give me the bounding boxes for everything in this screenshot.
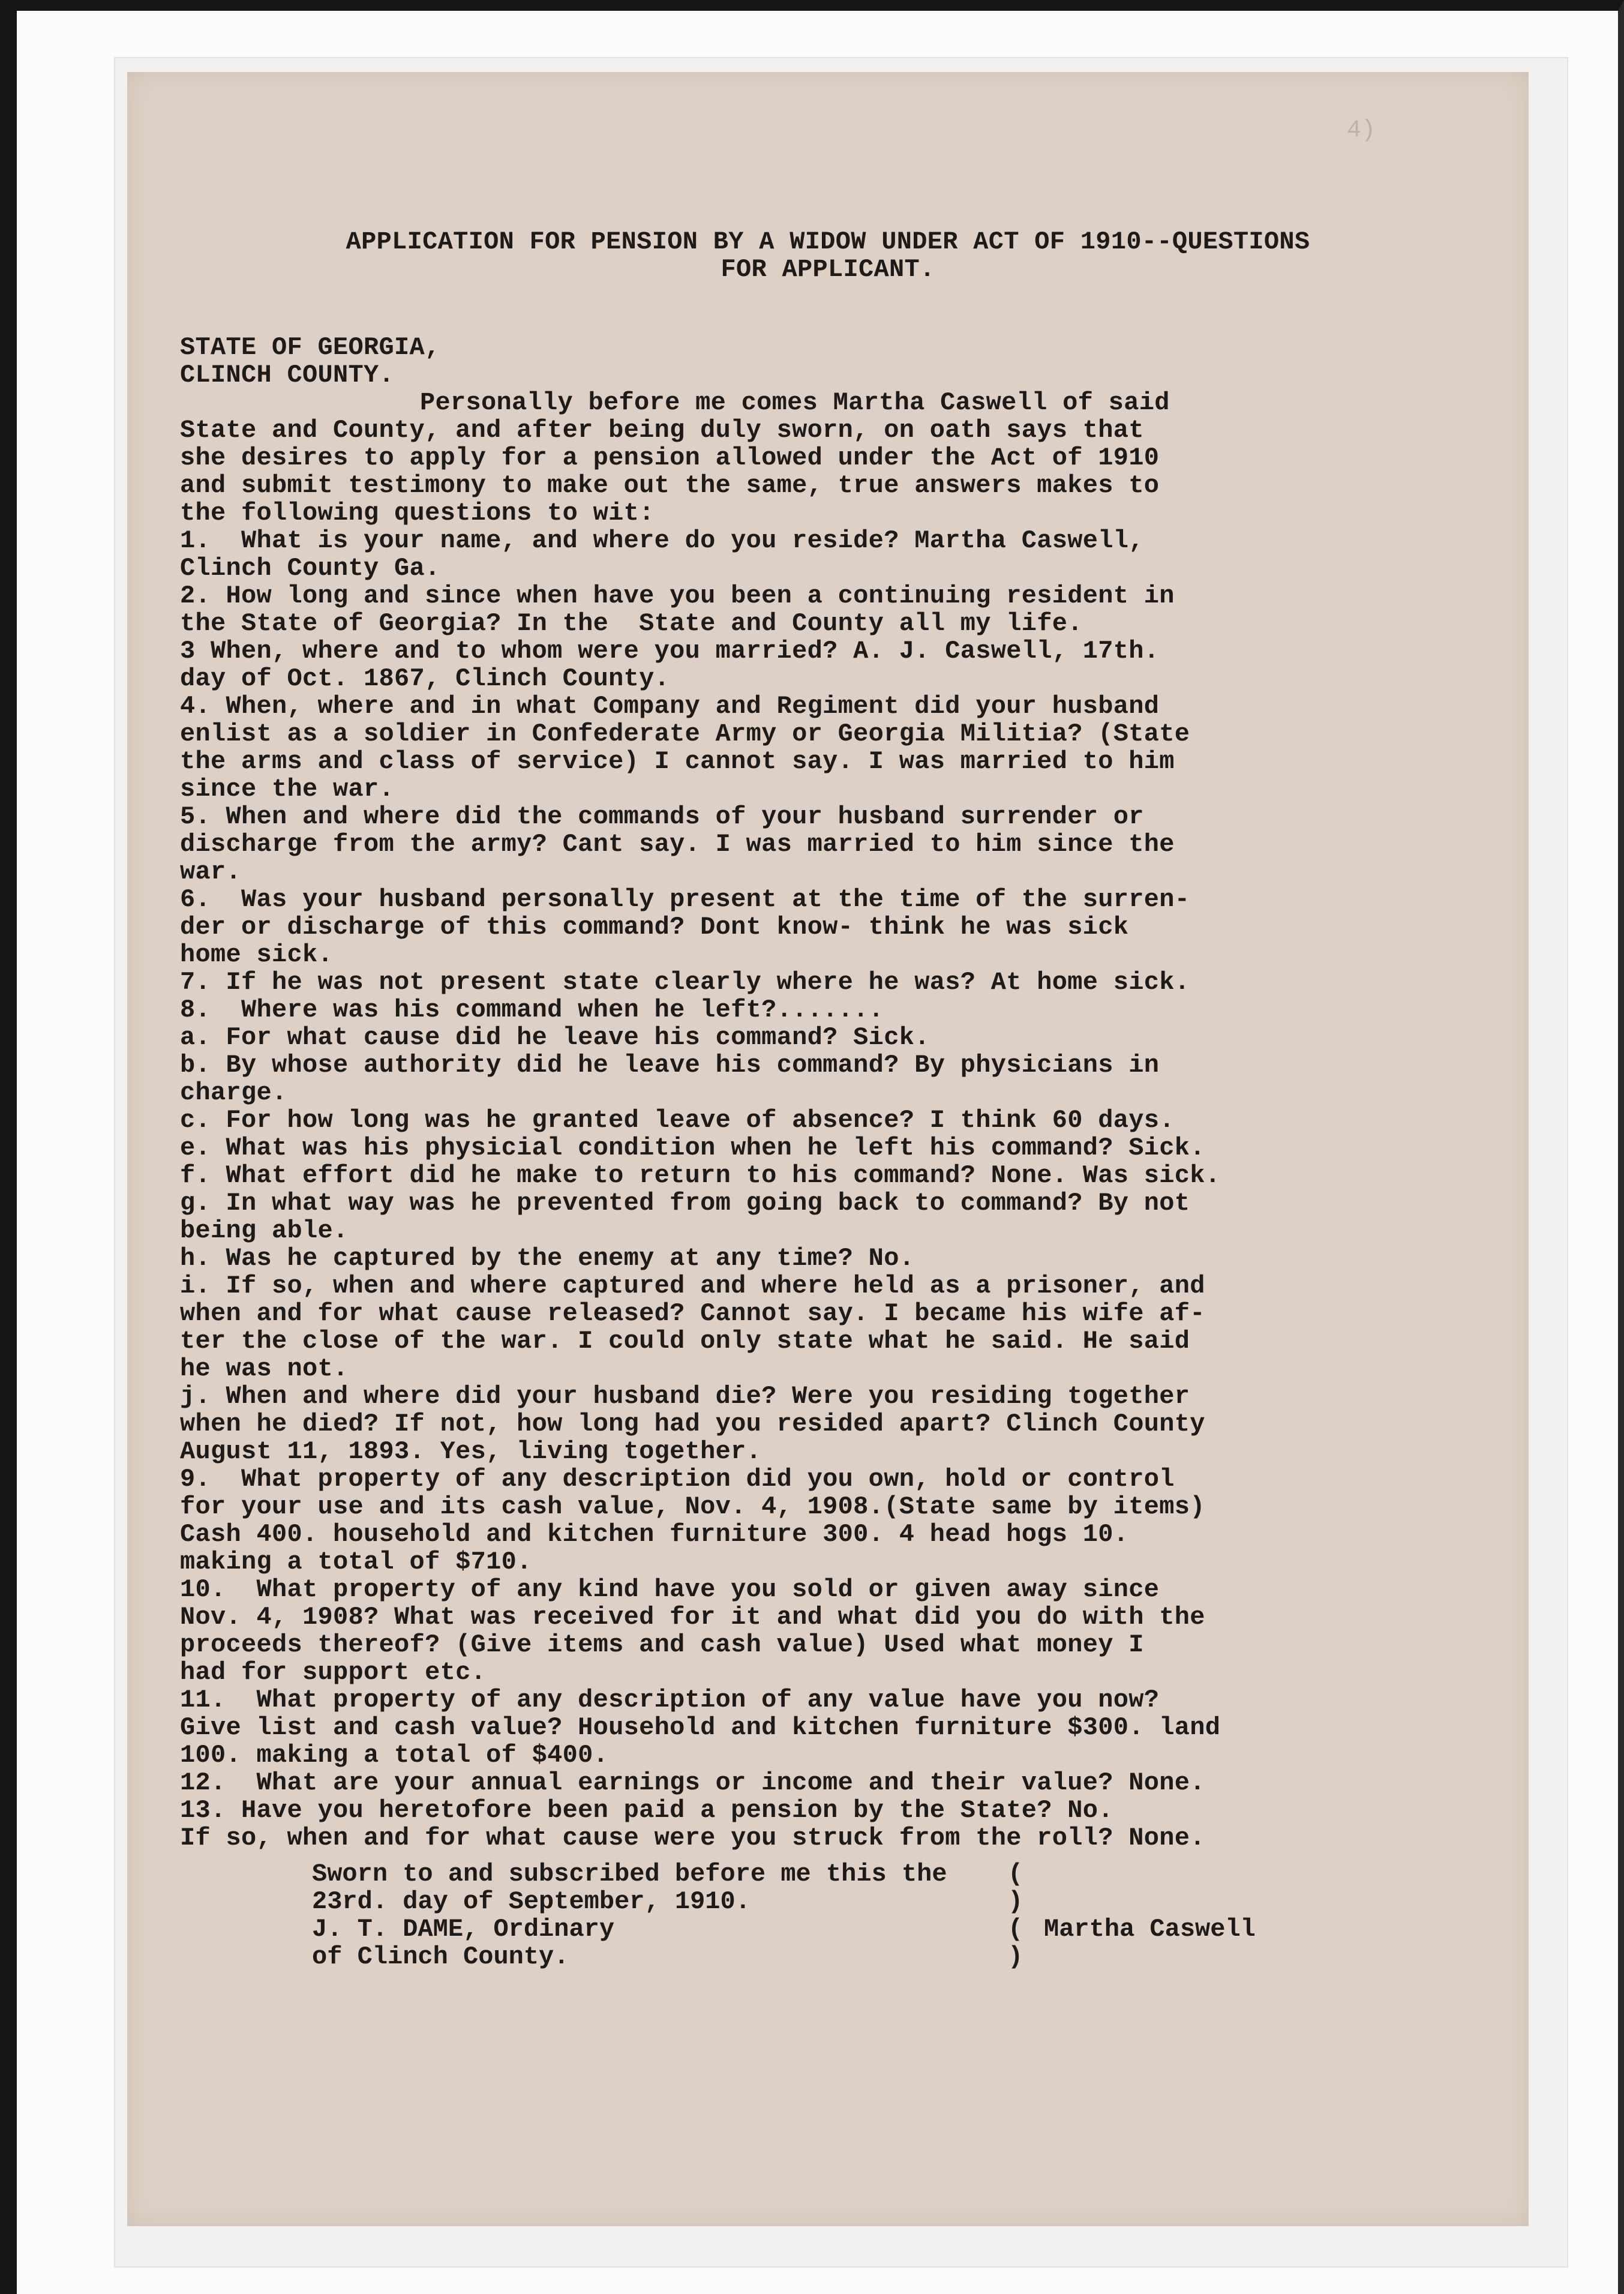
jurat-row bbox=[312, 1943, 1452, 1971]
body-line: 13. Have you heretofore been paid a pension by the State? No. bbox=[180, 1796, 1113, 1825]
body-line: f. What effort did he make to return to his command? None. Was sick. bbox=[180, 1161, 1221, 1190]
body-line: b. By whose authority did he leave his command? By physicians in bbox=[180, 1051, 1160, 1079]
body-line: August 11, 1893. Yes, living together. bbox=[180, 1437, 762, 1466]
body-line: home sick. bbox=[180, 940, 334, 969]
jurat-line: J. T. DAME, Ordinary bbox=[312, 1915, 615, 1944]
body-line: Personally before me comes Martha Caswell of said bbox=[420, 388, 1170, 417]
body-line: 11. What property of any description of any value have you now? bbox=[180, 1686, 1160, 1714]
body-line: Clinch County Ga. bbox=[180, 554, 440, 583]
body-line: 4. When, where and in what Company and Regiment did your husband bbox=[180, 692, 1160, 721]
body-line: making a total of $710. bbox=[180, 1548, 532, 1576]
jurat-line: 23rd. day of September, 1910. bbox=[312, 1887, 751, 1916]
body-line: 5. When and where did the commands of your husband surrender or bbox=[180, 802, 1144, 831]
body-line: 8. Where was his command when he left?....... bbox=[180, 995, 884, 1024]
jurat-right bbox=[1044, 1943, 1452, 1971]
body-line: 12. What are your annual earnings or income and their value? None. bbox=[180, 1768, 1205, 1797]
body-line: 2. How long and since when have you been a continuing resident in bbox=[180, 581, 1175, 610]
document-heading: APPLICATION FOR PENSION BY A WIDOW UNDER ACT OF 1910--QUESTIONS FOR APPLICANT. bbox=[346, 227, 1310, 284]
body-line: 1. What is your name, and where do you reside? Martha Caswell, bbox=[180, 526, 1144, 555]
applicant-signature: Martha Caswell bbox=[1044, 1915, 1256, 1944]
body-line: war. bbox=[180, 857, 242, 886]
body-line: for your use and its cash value, Nov. 4, 1908.(State same by items) bbox=[180, 1492, 1205, 1521]
jurat-brace: ) bbox=[1008, 1887, 1023, 1916]
body-line: the arms and class of service) I cannot say. I was married to him bbox=[180, 747, 1175, 776]
jurat-right bbox=[1044, 1888, 1452, 1915]
jurat-row bbox=[312, 1915, 1452, 1943]
body-line: when and for what cause released? Cannot say. I became his wife af- bbox=[180, 1299, 1205, 1328]
jurat-block bbox=[312, 1860, 1452, 1971]
jurat-row bbox=[312, 1860, 1452, 1888]
body-line: h. Was he captured by the enemy at any time? No. bbox=[180, 1244, 915, 1273]
body-line: 10. What property of any kind have you sold or given away since bbox=[180, 1575, 1160, 1604]
body-line: the State of Georgia? In the State and County all my life. bbox=[180, 609, 1083, 638]
jurat-brace: ( bbox=[1008, 1860, 1023, 1888]
body-line: discharge from the army? Cant say. I was married to him since the bbox=[180, 830, 1175, 859]
body-line: a. For what cause did he leave his command? Sick. bbox=[180, 1023, 930, 1052]
page-mark: 4) bbox=[1347, 117, 1376, 144]
body-line: had for support etc. bbox=[180, 1658, 487, 1687]
jurat-line: of Clinch County. bbox=[312, 1942, 569, 1971]
body-line: g. In what way was he prevented from going back to command? By not bbox=[180, 1189, 1190, 1218]
body-line: Nov. 4, 1908? What was received for it and what did you do with the bbox=[180, 1603, 1205, 1632]
body-line: If so, when and for what cause were you struck from the roll? None. bbox=[180, 1824, 1205, 1852]
body-line: 100. making a total of $400. bbox=[180, 1741, 609, 1770]
venue-line: CLINCH COUNTY. bbox=[180, 361, 395, 389]
body-line: he was not. bbox=[180, 1354, 349, 1383]
body-line: the following questions to wit: bbox=[180, 499, 655, 527]
body-line: proceeds thereof? (Give items and cash value) Used what money I bbox=[180, 1630, 1144, 1659]
body-line: State and County, and after being duly sworn, on oath says that bbox=[180, 416, 1144, 445]
body-line: day of Oct. 1867, Clinch County. bbox=[180, 664, 670, 693]
body-line: since the war. bbox=[180, 775, 395, 803]
body-line: charge. bbox=[180, 1078, 287, 1107]
body-line: ter the close of the war. I could only state what he said. He said bbox=[180, 1327, 1190, 1356]
jurat-row bbox=[312, 1888, 1452, 1915]
body-line: i. If so, when and where captured and where held as a prisoner, and bbox=[180, 1272, 1205, 1300]
body-line: when he died? If not, how long had you resided apart? Clinch County bbox=[180, 1410, 1205, 1438]
jurat-brace: ) bbox=[1008, 1942, 1023, 1971]
document-body bbox=[180, 228, 1470, 1852]
body-line: being able. bbox=[180, 1216, 349, 1245]
body-line: 9. What property of any description did you own, hold or control bbox=[180, 1465, 1175, 1494]
jurat-line: Sworn to and subscribed before me this the bbox=[312, 1860, 947, 1888]
body-line: and submit testimony to make out the same, true answers makes to bbox=[180, 471, 1160, 500]
body-line: 7. If he was not present state clearly where he was? At home sick. bbox=[180, 968, 1190, 997]
body-line: enlist as a soldier in Confederate Army or Georgia Militia? (State bbox=[180, 719, 1190, 748]
body-line: j. When and where did your husband die? Were you residing together bbox=[180, 1382, 1190, 1411]
body-line: 3 When, where and to whom were you married? A. J. Caswell, 17th. bbox=[180, 637, 1160, 665]
body-line: Cash 400. household and kitchen furniture 300. 4 head hogs 10. bbox=[180, 1520, 1129, 1549]
body-line: 6. Was your husband personally present at the time of the surren- bbox=[180, 885, 1190, 914]
body-line: Give list and cash value? Household and kitchen furniture $300. land bbox=[180, 1713, 1221, 1742]
venue-line: STATE OF GEORGIA, bbox=[180, 333, 440, 362]
jurat-right bbox=[1044, 1860, 1452, 1888]
body-line: c. For how long was he granted leave of absence? I think 60 days. bbox=[180, 1106, 1175, 1135]
body-line: e. What was his physicial condition when he left his command? Sick. bbox=[180, 1133, 1205, 1162]
body-line: she desires to apply for a pension allowed under the Act of 1910 bbox=[180, 443, 1160, 472]
body-line: der or discharge of this command? Dont know- think he was sick bbox=[180, 913, 1129, 941]
jurat-brace: ( bbox=[1008, 1915, 1023, 1944]
